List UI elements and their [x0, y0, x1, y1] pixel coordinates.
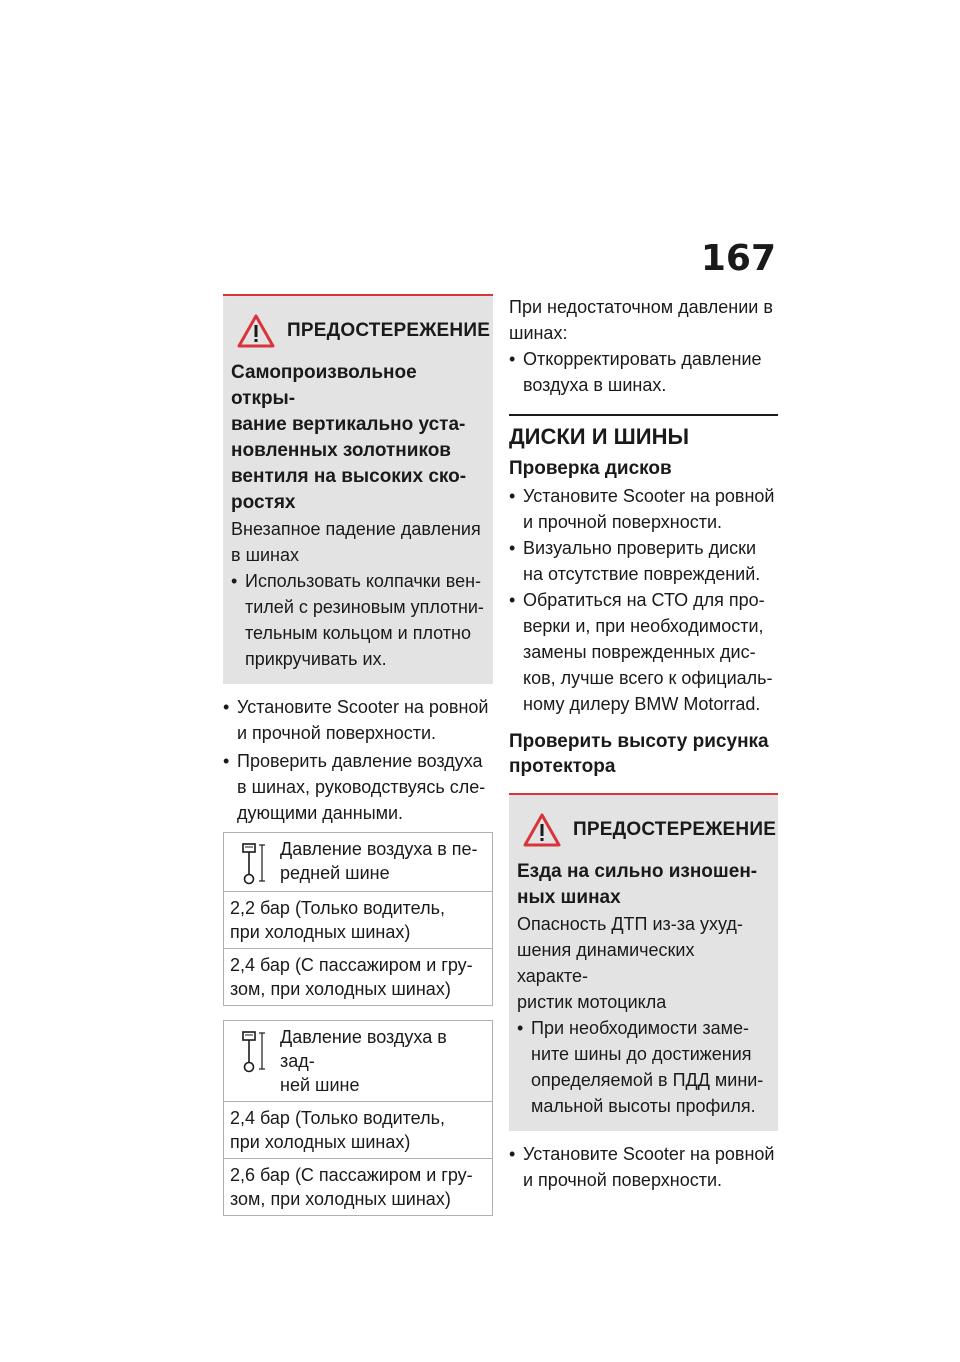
- table-header-cell: [224, 1021, 493, 1102]
- table-cell: [224, 892, 493, 949]
- list-item-line: на отсутствие повреждений.: [523, 564, 761, 584]
- table-cell: [224, 1102, 493, 1159]
- warning-bullet-line: определяемой в ПДД мини-: [531, 1070, 764, 1090]
- table-cell-line: зом, при холодных шинах): [230, 979, 451, 999]
- table-cell-line: 2,4 бар (Только водитель,: [230, 1108, 445, 1128]
- list-item-line: • Откорректировать давление: [523, 349, 762, 369]
- subsection-title: Проверка дисков: [509, 458, 672, 479]
- list-item-line: • Обратиться на СТО для про-: [523, 590, 765, 610]
- subsection-title-line: протектора: [509, 756, 616, 777]
- table-cell: [224, 949, 493, 1006]
- list-item: [509, 346, 778, 398]
- list-item-line: • Установите Scooter на ровной: [523, 1144, 775, 1164]
- table-header-line: Давление воздуха в пе-: [280, 839, 478, 859]
- right-column: [509, 294, 778, 1193]
- table-header-line: ней шине: [280, 1075, 360, 1095]
- table-header-row: [224, 1021, 493, 1102]
- front-tire-pressure-table: [223, 832, 493, 1006]
- list-item-line: и прочной поверхности.: [523, 512, 723, 532]
- table-cell-line: 2,6 бар (С пассажиром и гру-: [230, 1165, 473, 1185]
- warning-triangle-icon: [523, 813, 561, 847]
- subsection-title-line: Проверить высоту рисунка: [509, 731, 769, 752]
- warning-heading-line: Езда на сильно изношен-: [517, 861, 758, 882]
- warning-heading-line: вентиля на высоких ско-: [231, 466, 467, 487]
- warning-bullet-line: прикручивать их.: [245, 649, 387, 669]
- warning-text-line: ристик мотоцикла: [517, 992, 667, 1012]
- warning-bullet-line: • Использовать колпачки вен-: [245, 571, 482, 591]
- list-item-line: дующими данными.: [237, 803, 404, 823]
- list-item-line: • Установите Scooter на ровной: [523, 486, 775, 506]
- list-item: [509, 587, 778, 717]
- list-item-line: замены поврежденных дис-: [523, 642, 756, 662]
- table-header-cell: [224, 833, 493, 892]
- table-cell-line: зом, при холодных шинах): [230, 1189, 451, 1209]
- subsection-title: [509, 729, 778, 779]
- table-header-line: редней шине: [280, 863, 390, 883]
- table-cell-line: при холодных шинах): [230, 922, 411, 942]
- table-header-line: Давление воздуха в зад-: [280, 1027, 447, 1071]
- rear-tire-pressure-table: [223, 1020, 493, 1216]
- section-title: ДИСКИ И ШИНЫ: [509, 414, 778, 450]
- table-header-row: [224, 833, 493, 892]
- left-column: [223, 294, 493, 1216]
- warning-bullet: [231, 568, 485, 672]
- warning-heading-line: новленных золотников: [231, 440, 451, 461]
- list-item-line: в шинах, руководствуясь сле-: [237, 777, 486, 797]
- list-item-line: ков, лучше всего к официаль-: [523, 668, 773, 688]
- list-item-line: • Установите Scooter на ровной: [237, 697, 489, 717]
- list-item: [509, 1141, 778, 1193]
- warning-heading-line: вание вертикально уста-: [231, 414, 466, 435]
- list-item-line: верки и, при необходимости,: [523, 616, 764, 636]
- table-row: [224, 1102, 493, 1159]
- warning-heading-line: ростях: [231, 492, 296, 513]
- warning-title: ПРЕДОСТЕРЕЖЕНИЕ: [573, 819, 777, 840]
- warning-header: [237, 314, 491, 348]
- list-item-line: и прочной поверхности.: [523, 1170, 723, 1190]
- warning-bullet-line: тилей с резиновым уплотни-: [245, 597, 484, 617]
- warning-text-line: в шинах: [231, 545, 300, 565]
- warning-bullet-line: • При необходимости заме-: [531, 1018, 749, 1038]
- page-number: 167: [700, 238, 776, 279]
- warning-bullet-line: тельным кольцом и плотно: [245, 623, 471, 643]
- warning-box: [223, 294, 493, 684]
- warning-header: [523, 813, 777, 847]
- warning-text-line: Опасность ДТП из-за ухуд-: [517, 914, 743, 934]
- warning-heading-line: ных шинах: [517, 887, 621, 908]
- list-item-line: • Визуально проверить диски: [523, 538, 757, 558]
- table-cell-line: 2,4 бар (С пассажиром и гру-: [230, 955, 473, 975]
- warning-bullet: [517, 1015, 770, 1119]
- warning-box: [509, 793, 778, 1131]
- intro-line: При недостаточном давлении в: [509, 297, 773, 317]
- warning-bullet-line: мальной высоты профиля.: [531, 1096, 756, 1116]
- list-item: [509, 483, 778, 535]
- list-item-line: воздуха в шинах.: [523, 375, 667, 395]
- warning-text-line: шения динамических характе-: [517, 940, 695, 986]
- list-item-line: • Проверить давление воздуха: [237, 751, 483, 771]
- list-item: [223, 748, 493, 826]
- tire-pressure-icon: [240, 841, 268, 887]
- list-item: [223, 694, 493, 746]
- list-item: [509, 535, 778, 587]
- warning-bullet-line: ните шины до достижения: [531, 1044, 752, 1064]
- warning-triangle-icon: [237, 314, 275, 348]
- table-row: [224, 892, 493, 949]
- table-row: [224, 949, 493, 1006]
- table-cell: [224, 1159, 493, 1216]
- warning-text-line: Внезапное падение давления: [231, 519, 481, 539]
- table-row: [224, 1159, 493, 1216]
- list-item-line: ному дилеру BMW Motorrad.: [523, 694, 761, 714]
- warning-title: ПРЕДОСТЕРЕЖЕНИЕ: [287, 320, 491, 341]
- table-cell-line: при холодных шинах): [230, 1132, 411, 1152]
- tire-pressure-icon: [240, 1029, 268, 1075]
- warning-heading-line: Самопроизвольное откры-: [231, 362, 417, 409]
- table-cell-line: 2,2 бар (Только водитель,: [230, 898, 445, 918]
- intro-line: шинах:: [509, 323, 568, 343]
- list-item-line: и прочной поверхности.: [237, 723, 437, 743]
